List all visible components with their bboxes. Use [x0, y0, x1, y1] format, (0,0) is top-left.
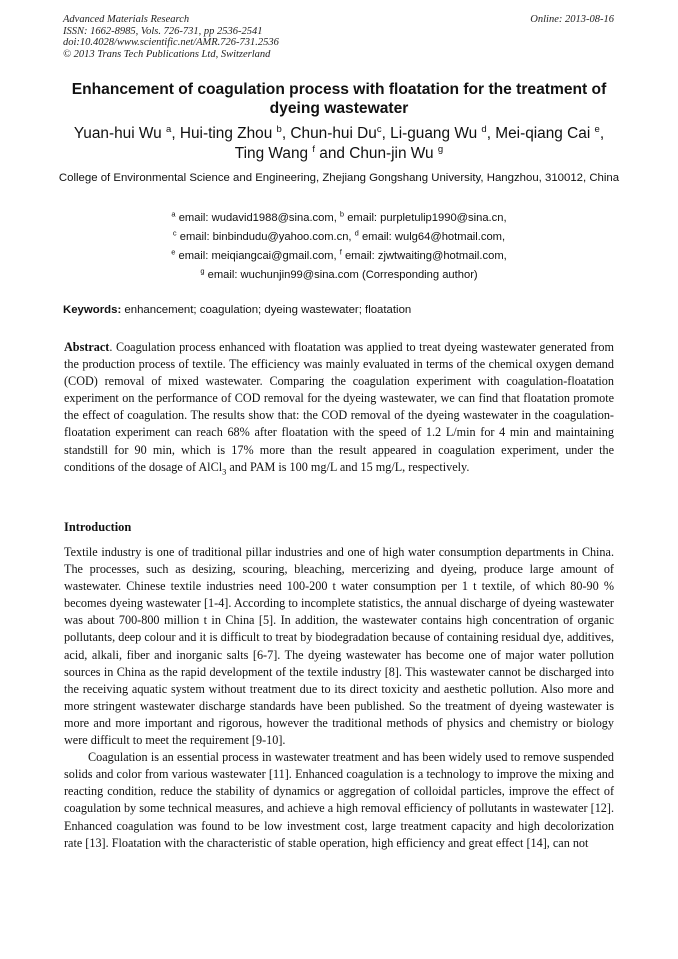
abstract-text-end: and PAM is 100 mg/L and 15 mg/L, respectively. [226, 459, 470, 474]
email-mark: b [339, 209, 345, 219]
author-affiliation-mark: b [276, 123, 282, 135]
email-mark: a [171, 209, 176, 219]
introduction-body [64, 544, 614, 852]
online-date: Online: 2013-08-16 [530, 14, 614, 25]
online-date-header [530, 14, 614, 26]
email-entry: email: wuchunjin99@sina.com (Corresponding author) [207, 269, 478, 281]
email-mark: f [339, 247, 342, 257]
copyright-line: © 2013 Trans Tech Publications Ltd, Switzerland [63, 48, 271, 60]
author-list: Yuan-hui Wu $^a$, Hui-ting Zhou $^b$, Chun-hui Du$^c$, Li-guang Wu $^d$, Mei-qiang Cai $^e$, Ting Wang $^f$ and Chun-jin Wu $^g$ [73, 123, 605, 162]
author-affiliation-mark: f [312, 143, 315, 155]
email-entry: email: meiqiangcai@gmail.com, [178, 250, 337, 262]
author-name: Yuan-hui Wu [73, 125, 162, 142]
author-affiliation-mark: a [166, 123, 172, 135]
email-line [60, 209, 618, 228]
email-mark: d [354, 228, 359, 238]
email-entry: email: wudavid1988@sina.com, [178, 212, 337, 224]
author-affiliation-mark: e [594, 123, 600, 135]
author-name: Mei-qiang Cai [495, 125, 591, 142]
abstract-label: Abstract [64, 340, 110, 354]
abstract-subscript: 3 [222, 466, 227, 477]
email-entry: email: purpletulip1990@sina.cn, [347, 212, 507, 224]
paragraph: Textile industry is one of traditional pillar industries and one of high water consumption departments in China. The processes, such as desizing, scouring, bleaching, mercerizing and dyeing, produce large amount of wastewater. Chinese textile industries need 100-200 t water consumption per 1 t textile, of which 80-90 % becomes dyeing wastewater [1-4]. According to incomplete statistics, the annual discharge of dyeing wastewater was about 700-800 million t in China [5]. In addition, the wastewater contains high concentration of organic pollutants, deep colour and it is difficult to treat by biodegradation because of containing residual dye, additives, acid, alkali, fiber and inorganic salts [6-7]. The dyeing wastewater has become one of major water pollution sources in China as the rapid development of the textile industry [8]. This wastewater cannot be discharged into the receiving aquatic system without treatment due to its direct toxicity and aesthetic pollution. Also more and more stringent wastewater discharge standards have been published. So the treatment of dyeing wastewater is more and more important and rigorous, however the traditional methods of physics and chemistry or biology were difficult to meet the requirement [9-10]. [64, 545, 614, 748]
author-name: Chun-hui Du [290, 125, 377, 142]
author-affiliation-mark: c [376, 123, 382, 135]
abstract-text: . Coagulation process enhanced with floatation was applied to treat dyeing wastewater generated from the production process of textile. The efficiency was mainly evaluated in terms of the chemical oxygen demand (COD) removal of mixed wastewater. Comparing the coagulation experiment with coagulation-floatation experiment on the performance of COD removal for the dyeing wastewater, we can find that floatation promote the effect of coagulation. The results show that: the COD removal of the dyeing wastewater in the coagulation-floatation experiment can reach 68% after floatation with the speed of 1.2 L/min for 4 min and maintaining standstill for 90 min, which is 17% more than the result appeared in coagulation experiment, under the conditions of the dosage of AlCl [64, 340, 614, 474]
doi-line: doi:10.4028/www.scientific.net/AMR.726-731.2536 [63, 37, 279, 48]
issn-line: ISSN: 1662-8985, Vols. 726-731, pp 2536-2541 [63, 25, 263, 37]
email-line [60, 266, 618, 285]
author-name: Chun-jin Wu [349, 144, 434, 162]
keywords-label: Keywords: [63, 304, 122, 316]
email-mark: c [172, 228, 177, 238]
email-entry: email: zjwtwaiting@hotmail.com, [344, 250, 507, 262]
email-entry: email: binbindudu@yahoo.com.cn, [179, 231, 352, 243]
email-line [60, 247, 618, 266]
abstract [64, 339, 614, 476]
paragraph: Coagulation is an essential process in wastewater treatment and has been widely used to remove suspended solids and color from various wastewater [11]. Enhanced coagulation is a technology to improve the mixing and reacting condition, reduce the stability of dynamics or aggregation of colloidal particles, improve the effect of coagulation by some technical measures, and achieve a high removal efficiency of pollutants in wastewater [12]. Enhanced coagulation was found to be low investment cost, large treatment capacity and high decolorization rate [13]. Floatation with the characteristic of stable operation, high efficiency and great effect [14], can not [64, 750, 614, 850]
paper-title: Enhancement of coagulation process with floatation for the treatment of dyeing wastewater [71, 81, 607, 117]
email-line [60, 228, 618, 247]
keywords-text: enhancement; coagulation; dyeing wastewater; floatation [124, 304, 412, 316]
author-name: Hui-ting Zhou [179, 125, 273, 142]
author-affiliation-mark: g [437, 143, 444, 155]
author-affiliation-mark: d [481, 123, 487, 135]
journal-name: Advanced Materials Research [63, 14, 190, 25]
section-heading-introduction: Introduction [64, 520, 132, 534]
author-name: Ting Wang [234, 144, 309, 162]
affiliation: College of Environmental Science and Engineering, Zhejiang Gongshang University, Hangzhou, 310012, China [58, 172, 620, 184]
author-name: Li-guang Wu [390, 125, 478, 142]
email-list [60, 209, 618, 285]
journal-header [63, 14, 279, 60]
keywords [63, 303, 411, 318]
email-mark: g [200, 266, 205, 276]
email-mark: e [171, 247, 176, 257]
email-entry: email: wulg64@hotmail.com, [361, 231, 506, 243]
